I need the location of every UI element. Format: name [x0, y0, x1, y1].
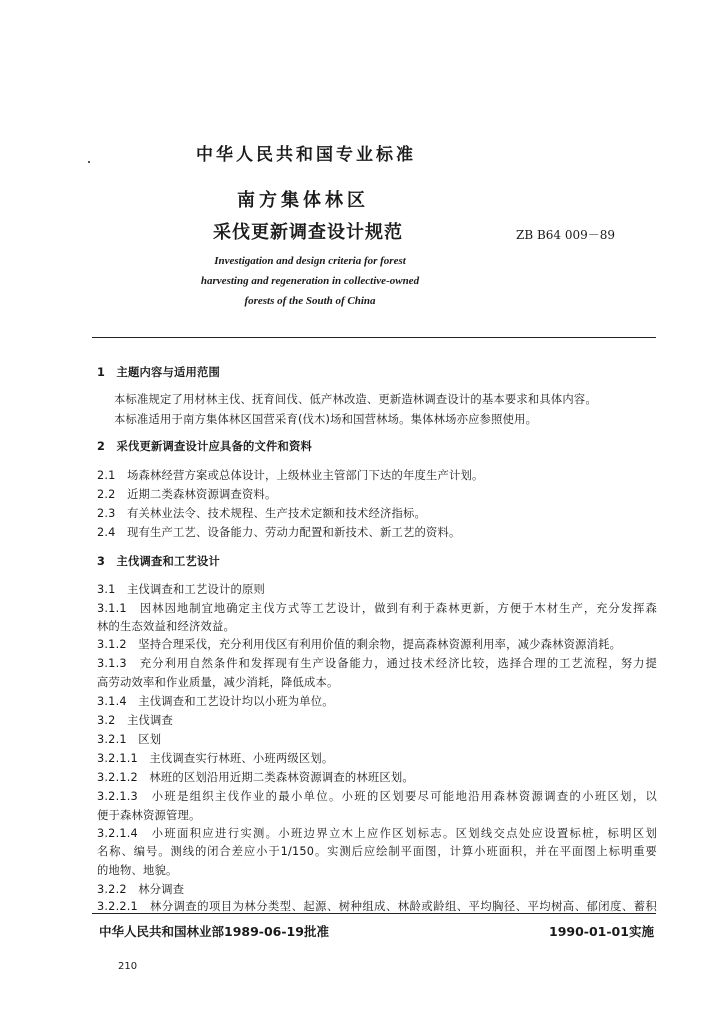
- clause-3-1-3-continued: 高劳动效率和作业质量，减少消耗，降低成本。: [97, 676, 339, 689]
- clause-3-2-2: 3.2.2 林分调查: [97, 883, 185, 896]
- section-2-heading: 2 采伐更新调查设计应具备的文件和资料: [97, 440, 313, 453]
- standard-code: ZB B64 009－89: [516, 228, 616, 242]
- scan-speck: [88, 161, 90, 163]
- clause-3-2-1-4: 3.2.1.4 小班面积应进行实测。小班边界立木上应作区划标志。区划线交点处应设置标桩，标明区划: [97, 827, 657, 840]
- document-title-line1: 南方集体林区: [237, 190, 369, 211]
- clause-3-1-4: 3.1.4 主伐调查和工艺设计均以小班为单位。: [97, 695, 334, 708]
- clause-2-3: 2.3 有关林业法令、技术规程、生产技术定额和技术经济指标。: [97, 507, 426, 520]
- clause-3-2: 3.2 主伐调查: [97, 714, 174, 727]
- clause-2-2: 2.2 近期二类森林资源调查资料。: [97, 488, 277, 501]
- section-1-paragraph-2: 本标准适用于南方集体林区国营采育(伐木)场和国营林场。集体林场亦应参照使用。: [114, 413, 538, 426]
- approval-statement: 中华人民共和国林业部1989-06-19批准: [99, 924, 329, 939]
- clause-2-1: 2.1 场森林经营方案或总体设计，上级林业主管部门下达的年度生产计划。: [97, 469, 484, 482]
- clause-3-1-1: 3.1.1 因林因地制宜地确定主伐方式等工艺设计，做到有利于森林更新，方便于木材生产，充分发挥森: [97, 602, 657, 615]
- clause-3-1-1-continued: 林的生态效益和经济效益。: [97, 620, 235, 633]
- clause-3-1: 3.1 主伐调查和工艺设计的原则: [97, 583, 266, 596]
- clause-3-1-2: 3.1.2 坚持合理采伐，充分利用伐区有利用价值的剩余物，提高森林资源利用率，减少森林资源消耗。: [97, 638, 622, 651]
- clause-3-2-1-4-end: 的地物、地貌。: [97, 864, 178, 877]
- section-1-paragraph-1: 本标准规定了用材林主伐、抚育间伐、低产林改造、更新造林调查设计的基本要求和具体内容。: [114, 393, 597, 406]
- clause-2-4: 2.4 现有生产工艺、设备能力、劳动力配置和新技术、新工艺的资料。: [97, 526, 461, 539]
- page-number: 210: [118, 961, 138, 972]
- english-title-line1: Investigation and design criteria for forest: [214, 255, 406, 267]
- effective-date: 1990-01-01实施: [549, 924, 654, 939]
- clause-3-2-1-1: 3.2.1.1 主伐调查实行林班、小班两级区划。: [97, 752, 334, 765]
- section-1-heading: 1 主题内容与适用范围: [97, 366, 221, 379]
- clause-3-2-2-1: 3.2.2.1 林分调查的项目为林分类型、起源、树种组成、林龄或龄组、平均胸径、平均树高、郁闭度、蓄积: [97, 900, 657, 913]
- clause-3-2-1-2: 3.2.1.2 林班的区划沿用近期二类森林资源调查的林班区划。: [97, 771, 414, 784]
- clause-3-2-1-3-continued: 便于森林资源管理。: [97, 809, 201, 822]
- english-title-line2: harvesting and regeneration in collective-owned: [200, 275, 420, 287]
- header-divider: [92, 337, 656, 338]
- english-title-line3: forests of the South of China: [244, 295, 376, 307]
- clause-3-2-1-3: 3.2.1.3 小班是组织主伐作业的最小单位。小班的区划要尽可能地沿用森林资源调查的小班区划，以: [97, 790, 657, 803]
- footer-divider: [92, 913, 656, 914]
- standard-header: 中华人民共和国专业标准: [196, 145, 416, 165]
- clause-3-2-1: 3.2.1 区划: [97, 733, 162, 746]
- section-3-heading: 3 主伐调查和工艺设计: [97, 555, 221, 568]
- clause-3-1-3: 3.1.3 充分利用自然条件和发挥现有生产设备能力，通过技术经济比较，选择合理的工艺流程，努力提: [97, 657, 657, 670]
- document-title-line2: 采伐更新调查设计规范: [213, 222, 403, 243]
- clause-3-2-1-4-continued: 名称、编号。测线的闭合差应小于1/150。实测后应绘制平面图，计算小班面积，并在平面图上标明重要: [97, 845, 657, 858]
